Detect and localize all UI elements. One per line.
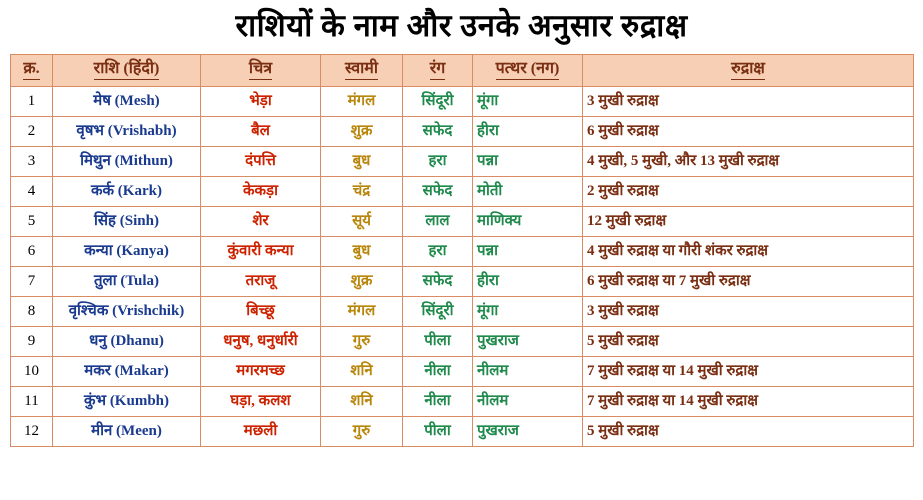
- column-header-sr-label: क्र.: [23, 60, 39, 80]
- column-header-swami: [321, 54, 403, 86]
- cell-rang: नीला: [403, 356, 473, 386]
- cell-sr: 9: [11, 326, 53, 356]
- cell-sr: 10: [11, 356, 53, 386]
- cell-patthar: पन्ना: [473, 146, 583, 176]
- cell-rang: पीला: [403, 326, 473, 356]
- column-header-patthar-label: पत्थर (नग): [496, 60, 560, 80]
- cell-rang: नीला: [403, 386, 473, 416]
- column-header-rashi-label: राशि (हिंदी): [94, 60, 160, 80]
- table-header-row: [11, 54, 914, 86]
- cell-swami: बुध: [321, 146, 403, 176]
- column-header-rashi: [53, 54, 201, 86]
- cell-sr: 5: [11, 206, 53, 236]
- table-row: [11, 206, 914, 236]
- cell-swami: शुक्र: [321, 116, 403, 146]
- column-header-rudraksh: [583, 54, 914, 86]
- table-row: [11, 266, 914, 296]
- cell-sr: 6: [11, 236, 53, 266]
- cell-rang: सिंदूरी: [403, 86, 473, 116]
- cell-rudraksh: 12 मुखी रुद्राक्ष: [583, 206, 914, 236]
- cell-patthar: मूंगा: [473, 86, 583, 116]
- cell-swami: गुरु: [321, 326, 403, 356]
- cell-rang: सफेद: [403, 176, 473, 206]
- cell-swami: मंगल: [321, 296, 403, 326]
- cell-swami: सूर्य: [321, 206, 403, 236]
- table-row: [11, 116, 914, 146]
- cell-chitra: तराजू: [201, 266, 321, 296]
- column-header-rang-label: रंग: [430, 60, 446, 80]
- cell-chitra: दंपत्ति: [201, 146, 321, 176]
- column-header-chitra: [201, 54, 321, 86]
- column-header-swami-label: स्वामी: [345, 60, 378, 80]
- column-header-rudraksh-label: रुद्राक्ष: [731, 60, 765, 80]
- cell-chitra: कुंवारी कन्या: [201, 236, 321, 266]
- rashi-rudraksh-table: [10, 54, 914, 447]
- cell-rang: लाल: [403, 206, 473, 236]
- cell-rudraksh: 5 मुखी रुद्राक्ष: [583, 326, 914, 356]
- cell-patthar: नीलम: [473, 386, 583, 416]
- cell-rudraksh: 2 मुखी रुद्राक्ष: [583, 176, 914, 206]
- table-row: [11, 296, 914, 326]
- cell-rashi: मीन (Meen): [53, 416, 201, 446]
- cell-swami: मंगल: [321, 86, 403, 116]
- cell-chitra: मछली: [201, 416, 321, 446]
- cell-chitra: भेड़ा: [201, 86, 321, 116]
- cell-swami: चंद्र: [321, 176, 403, 206]
- cell-swami: शनि: [321, 356, 403, 386]
- table-row: [11, 146, 914, 176]
- table-row: [11, 386, 914, 416]
- cell-rudraksh: 3 मुखी रुद्राक्ष: [583, 296, 914, 326]
- cell-rashi: सिंह (Sinh): [53, 206, 201, 236]
- cell-patthar: पुखराज: [473, 416, 583, 446]
- cell-sr: 1: [11, 86, 53, 116]
- cell-rudraksh: 7 मुखी रुद्राक्ष या 14 मुखी रुद्राक्ष: [583, 356, 914, 386]
- cell-rang: सफेद: [403, 266, 473, 296]
- cell-rashi: तुला (Tula): [53, 266, 201, 296]
- cell-sr: 4: [11, 176, 53, 206]
- cell-rudraksh: 6 मुखी रुद्राक्ष: [583, 116, 914, 146]
- cell-sr: 8: [11, 296, 53, 326]
- cell-rang: हरा: [403, 146, 473, 176]
- cell-rashi: कन्या (Kanya): [53, 236, 201, 266]
- cell-rashi: मिथुन (Mithun): [53, 146, 201, 176]
- cell-patthar: मूंगा: [473, 296, 583, 326]
- cell-rashi: धनु (Dhanu): [53, 326, 201, 356]
- table-row: [11, 356, 914, 386]
- column-header-rang: [403, 54, 473, 86]
- cell-patthar: पुखराज: [473, 326, 583, 356]
- cell-chitra: धनुष, धनुर्धारी: [201, 326, 321, 356]
- cell-rashi: मेष (Mesh): [53, 86, 201, 116]
- table-row: [11, 176, 914, 206]
- cell-sr: 3: [11, 146, 53, 176]
- page-title: राशियों के नाम और उनके अनुसार रुद्राक्ष: [235, 8, 688, 43]
- cell-patthar: पन्ना: [473, 236, 583, 266]
- cell-sr: 2: [11, 116, 53, 146]
- cell-swami: बुध: [321, 236, 403, 266]
- table-body: [11, 86, 914, 446]
- table-row: [11, 326, 914, 356]
- cell-rang: सिंदूरी: [403, 296, 473, 326]
- cell-patthar: माणिक्य: [473, 206, 583, 236]
- cell-rang: सफेद: [403, 116, 473, 146]
- cell-chitra: घड़ा, कलश: [201, 386, 321, 416]
- cell-rudraksh: 6 मुखी रुद्राक्ष या 7 मुखी रुद्राक्ष: [583, 266, 914, 296]
- cell-rashi: कर्क (Kark): [53, 176, 201, 206]
- cell-rudraksh: 7 मुखी रुद्राक्ष या 14 मुखी रुद्राक्ष: [583, 386, 914, 416]
- cell-patthar: नीलम: [473, 356, 583, 386]
- cell-sr: 11: [11, 386, 53, 416]
- column-header-sr: [11, 54, 53, 86]
- cell-rang: पीला: [403, 416, 473, 446]
- column-header-patthar: [473, 54, 583, 86]
- column-header-chitra-label: चित्र: [249, 60, 272, 80]
- cell-rudraksh: 5 मुखी रुद्राक्ष: [583, 416, 914, 446]
- cell-rudraksh: 4 मुखी, 5 मुखी, और 13 मुखी रुद्राक्ष: [583, 146, 914, 176]
- cell-swami: शनि: [321, 386, 403, 416]
- cell-patthar: हीरा: [473, 266, 583, 296]
- cell-sr: 7: [11, 266, 53, 296]
- cell-chitra: मगरमच्छ: [201, 356, 321, 386]
- cell-swami: गुरु: [321, 416, 403, 446]
- cell-swami: शुक्र: [321, 266, 403, 296]
- cell-rudraksh: 4 मुखी रुद्राक्ष या गौरी शंकर रुद्राक्ष: [583, 236, 914, 266]
- cell-patthar: मोती: [473, 176, 583, 206]
- cell-chitra: बिच्छू: [201, 296, 321, 326]
- table-row: [11, 236, 914, 266]
- cell-rashi: मकर (Makar): [53, 356, 201, 386]
- table-row: [11, 416, 914, 446]
- cell-rashi: वृश्चिक (Vrishchik): [53, 296, 201, 326]
- cell-rashi: कुंभ (Kumbh): [53, 386, 201, 416]
- cell-chitra: केकड़ा: [201, 176, 321, 206]
- cell-sr: 12: [11, 416, 53, 446]
- table-row: [11, 86, 914, 116]
- cell-chitra: शेर: [201, 206, 321, 236]
- cell-rudraksh: 3 मुखी रुद्राक्ष: [583, 86, 914, 116]
- cell-rang: हरा: [403, 236, 473, 266]
- cell-patthar: हीरा: [473, 116, 583, 146]
- cell-rashi: वृषभ (Vrishabh): [53, 116, 201, 146]
- cell-chitra: बैल: [201, 116, 321, 146]
